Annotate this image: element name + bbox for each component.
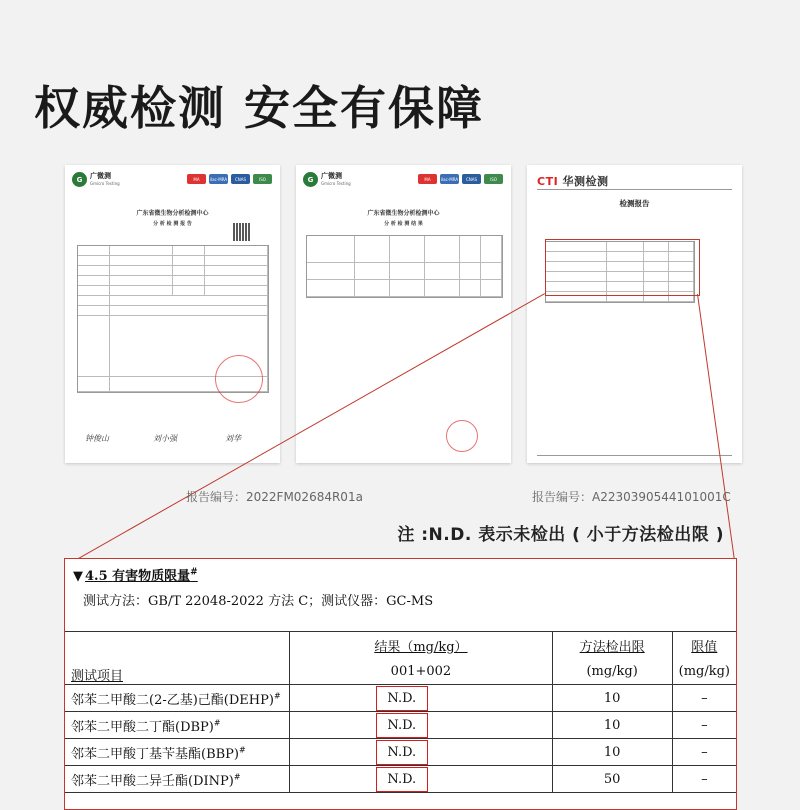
ilac-badge: ilac-MRA: [209, 174, 228, 184]
harmful-substance-table: [65, 631, 736, 793]
report-number-1: 报告编号：2022FM02684R01a: [186, 490, 363, 504]
row-item: 邻苯二甲酸丁基苄基酯(BBP)#: [65, 739, 290, 766]
doc-subtitle: 分 析 检 测 报 告: [153, 221, 192, 227]
cti-logo-text: 华测检测: [562, 175, 609, 188]
cma-badge: MA: [187, 174, 206, 184]
header-max: 限值: [672, 632, 736, 659]
header-divider: [537, 189, 732, 190]
header-result: 结果（mg/kg）: [290, 632, 552, 659]
logo-sub: Gmicro Testing: [90, 180, 120, 186]
test-method: 测试方法：GB/T 22048-2022 方法 C；测试仪器：GC-MS: [83, 594, 434, 609]
signature: 刘小强: [153, 434, 177, 443]
report-thumbnail-2[interactable]: [296, 165, 511, 463]
cnas-badge: CNAS: [231, 174, 250, 184]
logo-text: 广微测: [90, 171, 111, 180]
row-item: 邻苯二甲酸二丁酯(DBP)#: [65, 712, 290, 739]
zoom-highlight-box: [545, 239, 700, 296]
row-max: –: [672, 685, 736, 712]
signature: 刘华: [225, 434, 241, 443]
page-headline: 权威检测 安全有保障: [34, 81, 485, 135]
nd-note: 注 :N.D. 表示未检出 ( 小于方法检出限 ): [397, 525, 724, 545]
row-result: N.D.: [375, 712, 429, 739]
results-table: [306, 235, 503, 298]
row-max: –: [672, 766, 736, 793]
report-thumbnail-3[interactable]: [527, 165, 742, 463]
table-row: [65, 685, 736, 712]
section-title: [73, 565, 198, 584]
header-limit-unit: (mg/kg): [552, 658, 672, 685]
report-thumbnail-1[interactable]: [65, 165, 280, 463]
row-max: –: [672, 712, 736, 739]
qr-code-icon: [233, 223, 251, 241]
section-mark: #: [190, 567, 198, 578]
iso-badge: ISO: [484, 174, 503, 184]
row-result: N.D.: [375, 685, 429, 712]
gmicro-logo-icon: G: [303, 172, 318, 187]
row-limit: 50: [552, 766, 672, 793]
table-row: [65, 766, 736, 793]
gmicro-logo: [303, 172, 351, 187]
row-result: N.D.: [375, 739, 429, 766]
row-item: 邻苯二甲酸二(2-乙基)己酯(DEHP)#: [65, 685, 290, 712]
cti-logo-mark: CTI: [537, 175, 559, 188]
header-item: 测试项目: [65, 632, 290, 685]
zoomed-detail-panel: [64, 558, 737, 810]
signature: 钟俊山: [85, 434, 109, 443]
gmicro-logo: [72, 172, 120, 187]
cma-badge: MA: [418, 174, 437, 184]
header-limit: 方法检出限: [552, 632, 672, 659]
header-sample-id: 001+002: [290, 658, 552, 685]
section-title-text: 有害物质限量: [112, 569, 191, 584]
iso-badge: ISO: [253, 174, 272, 184]
row-max: –: [672, 739, 736, 766]
logo-sub: Gmicro Testing: [321, 180, 351, 186]
doc-title: 检测报告: [619, 199, 650, 208]
seal-stamp: [446, 420, 478, 452]
table-row: [65, 739, 736, 766]
header-max-unit: (mg/kg): [672, 658, 736, 685]
doc-title: 广东省微生物分析检测中心: [367, 210, 440, 217]
cti-logo: [537, 173, 609, 189]
row-result: N.D.: [375, 766, 429, 793]
doc-subtitle: 分 析 检 测 结 果: [384, 221, 423, 227]
cert-badges: [418, 174, 503, 184]
row-limit: 10: [552, 685, 672, 712]
logo-text: 广微测: [321, 171, 342, 180]
footer-divider: [537, 455, 732, 456]
table-row: [65, 712, 736, 739]
row-limit: 10: [552, 739, 672, 766]
triangle-icon: ▼: [73, 569, 83, 584]
seal-stamp: [215, 355, 263, 403]
row-item: 邻苯二甲酸二异壬酯(DINP)#: [65, 766, 290, 793]
gmicro-logo-icon: G: [72, 172, 87, 187]
doc-title: 广东省微生物分析检测中心: [136, 210, 209, 217]
section-number: 4.5: [85, 569, 108, 584]
cnas-badge: CNAS: [462, 174, 481, 184]
ilac-badge: ilac-MRA: [440, 174, 459, 184]
report-number-2: 报告编号：A2230390544101001C: [532, 490, 731, 504]
cert-badges: [187, 174, 272, 184]
row-limit: 10: [552, 712, 672, 739]
